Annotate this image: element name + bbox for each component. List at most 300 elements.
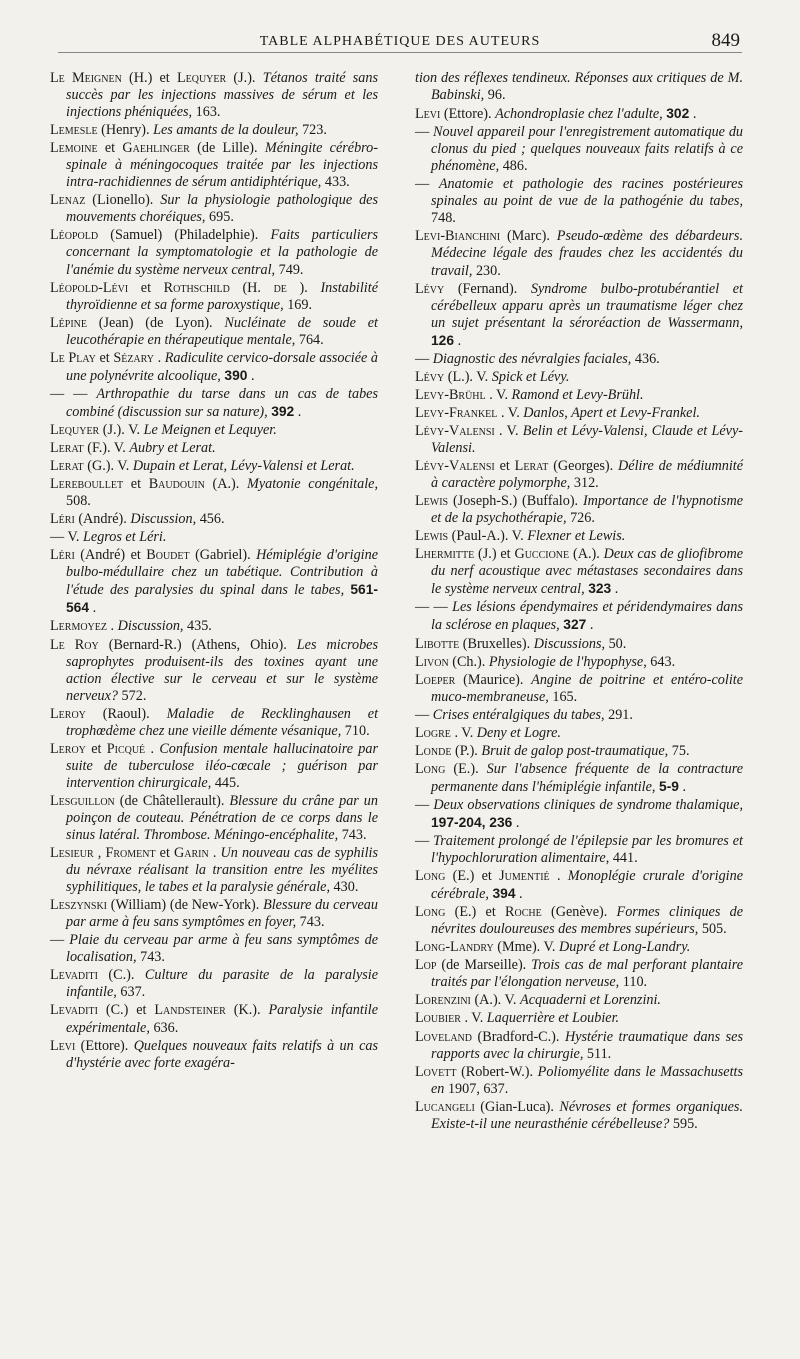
index-entry [50, 618, 378, 635]
entry-title: Trois cas de mal perforant plantaire traités par l'élongation nerveuse, [431, 957, 743, 991]
entry-text: . [150, 740, 160, 757]
entry-text: (André). [78, 511, 131, 528]
author-name: Lereboullet [50, 476, 124, 493]
entry-text: (H.) et [129, 70, 177, 86]
entry-title: Paralysie infantile expérimentale, [66, 1002, 379, 1036]
author-name: Libotte [415, 635, 460, 652]
entry-title: Importance de l'hypnotisme et de la psychothérapie, [431, 493, 744, 527]
entry-text: 456. [199, 511, 225, 528]
index-entry [415, 636, 743, 653]
entry-text: 764. [298, 331, 324, 348]
index-entry [50, 458, 378, 475]
author-name: Levy-Frankel [415, 404, 498, 421]
entry-text: 75. [671, 742, 690, 759]
index-entry [415, 939, 743, 956]
entry-text: (Henry). [101, 122, 154, 139]
entry-title: Blessure du cerveau par arme à feu sans symptômes en foyer, [66, 897, 378, 931]
entry-title: Angine de poitrine et entéro-colite muco-membraneuse, [431, 671, 743, 705]
entry-text: — [415, 350, 433, 367]
entry-text: 637. [120, 984, 146, 1001]
entry-title: Laquerrière et Loubier. [486, 1010, 620, 1027]
entry-text: (F.). V. [87, 439, 130, 456]
entry-title: Diagnostic des névralgies faciales, [432, 350, 635, 367]
index-entry [415, 458, 743, 492]
author-name: Lhermitte [415, 546, 475, 563]
author-name: Le Meignen [50, 70, 122, 86]
index-entry [415, 351, 743, 368]
author-name: Boudet [146, 547, 190, 564]
index-entry [415, 672, 743, 706]
entry-text: 312. [573, 475, 599, 492]
entry-text: (Ettore). [80, 1037, 134, 1054]
entry-text: (Mme). V. [497, 939, 560, 956]
entry-text: 723. [302, 122, 327, 139]
entry-text: 743. [341, 827, 367, 844]
entry-title: Deny et Logre. [476, 724, 561, 741]
author-name: Lenaz [50, 192, 86, 209]
entry-text: , [97, 845, 106, 862]
entry-title: Bruit de galop post-traumatique, [481, 742, 672, 759]
entry-text: (André) et [80, 547, 147, 564]
entry-title: Délire de médiumnité à caractère polymorphe, [431, 458, 744, 492]
author-name: Le Play [50, 349, 96, 366]
entry-text: 743. [299, 914, 325, 931]
entry-text: . [519, 886, 523, 903]
entry-text: 743. [140, 949, 165, 966]
entry-text: (Maurice). [463, 671, 532, 688]
entry-title: Formes cliniques de névrites douloureuses des membres supérieurs, [431, 904, 744, 938]
entry-text: (J.) et [478, 546, 515, 563]
author-name: Garin [174, 845, 209, 862]
entry-title: Maladie de Recklinghausen et trophœdème chez une vieille démente vésanique, [66, 705, 379, 739]
author-name: Levaditi [50, 967, 98, 984]
entry-text: (C.). [108, 967, 145, 984]
entry-title: Spick et Lévy. [491, 368, 570, 385]
right-column [415, 70, 743, 1134]
entry-text: 511. [586, 1045, 612, 1062]
entry-text: (de Lille). [197, 140, 265, 157]
entry-text: (Samuel) (Philadelphie). [110, 227, 271, 244]
entry-text: 169. [287, 296, 313, 313]
author-name: Levy-Brühl [415, 386, 486, 403]
index-entry [50, 741, 378, 792]
entry-text: (Raoul). [102, 705, 167, 722]
author-name: Loubier [415, 1010, 461, 1027]
index-entry [415, 1064, 743, 1098]
entry-text: ). [299, 279, 321, 296]
running-header [58, 30, 742, 53]
index-entry [50, 637, 378, 705]
index-entry [415, 761, 743, 796]
entry-text: et [499, 458, 515, 475]
author-name: Lépine [50, 314, 87, 331]
entry-text: 96. [487, 87, 506, 104]
author-name: Lerat [514, 458, 549, 475]
author-name: Lévy-Valensi [415, 422, 495, 439]
index-entry [415, 957, 743, 991]
entry-title: Les microbes saprophytes produisent-ils des toxines ayant une action élective sur le cerveau et sur le système nerveux? [66, 636, 378, 704]
author-name: Picqué [106, 740, 146, 757]
entry-text: 433. [324, 174, 350, 191]
entry-title: Dupré et Long-Landry. [559, 939, 691, 956]
entry-title: Anatomie et pathologie des racines postérieures spinales au point de vue de la pathogénie du tabes, [431, 176, 743, 210]
entry-text: (Fernand). [457, 280, 531, 297]
page-number: 849 [711, 30, 740, 51]
entry-text: (H. [242, 279, 274, 296]
entry-text: — [415, 833, 434, 850]
entry-text: . [682, 778, 687, 795]
entry-text: (Genève). [550, 904, 617, 921]
entry-title: Crises entéralgiques du tabes, [432, 706, 609, 723]
author-name: Lévy [415, 280, 445, 297]
page-ref: 197-204, 236 [431, 814, 513, 830]
entry-text: . [212, 845, 221, 862]
entry-text: (Gabriel). [195, 547, 257, 564]
author-name: Lesguillon [50, 792, 115, 809]
author-name: Lemoine [50, 140, 98, 157]
entry-text: (A.). [212, 476, 248, 493]
author-name: Leroy [50, 740, 86, 757]
index-entry [415, 904, 743, 938]
index-entry [415, 992, 743, 1009]
index-entry [50, 422, 378, 439]
index-entry [415, 1099, 743, 1133]
page-ref: 392 [271, 403, 295, 419]
page-ref: 323 [588, 581, 612, 597]
author-name: Long [415, 868, 446, 885]
index-entry [415, 105, 743, 123]
author-name: Froment [105, 845, 156, 862]
index-entry [50, 227, 378, 278]
left-column [50, 70, 378, 1073]
author-name: Loeper [415, 671, 456, 688]
entry-title: Hémiplégie d'origine bulbo-médullaire chez un tabétique. Contribution à l'étude des paralysies du spinal dans le tabes, [66, 547, 379, 599]
index-entry [50, 70, 378, 121]
author-name: Levaditi [50, 1002, 98, 1019]
entry-text: (P.). [455, 742, 482, 759]
entry-text: 710. [344, 722, 370, 739]
entry-text: 430. [333, 879, 359, 896]
entry-text: . V. [500, 404, 524, 421]
index-entry [415, 70, 743, 104]
entry-text: 643. [650, 653, 676, 670]
entry-title: tion des réflexes tendineux. Réponses aux critiques de M. Babinski, [415, 70, 743, 104]
index-entry [415, 1010, 743, 1027]
index-entry [415, 654, 743, 671]
index-entry [415, 423, 743, 457]
entry-title: Myatonie congénitale, [247, 476, 379, 493]
entry-text: . [110, 618, 118, 635]
page-ref: 390 [224, 367, 248, 383]
entry-text: 505. [701, 921, 727, 938]
author-name: Leszynski [50, 897, 108, 914]
entry-title: Les amants de la douleur, [153, 122, 303, 139]
entry-title: Ramond et Levy-Brühl. [511, 386, 644, 403]
author-name: Lovett [415, 1063, 457, 1080]
entry-text: — [415, 706, 433, 723]
entry-text: (Georges). [553, 458, 619, 475]
entry-title: Achondroplasie chez l'adulte, [495, 106, 667, 123]
entry-text: (G.). V. [87, 458, 133, 475]
entry-title: Discussions, [533, 635, 609, 652]
entry-title: Traitement prolongé de l'épilepsie par les bromures et l'hypochloruration alimentaire, [431, 833, 743, 867]
index-entry [415, 868, 743, 903]
author-name: Loveland [415, 1028, 472, 1045]
entry-title: Un nouveau cas de syphilis du névraxe réalisant la transition entre les myélites syphilitiques, le tabes et la paralysie générale, [66, 845, 378, 896]
author-name: Roche [505, 904, 542, 921]
index-entry [50, 793, 378, 844]
entry-text: 291. [608, 706, 633, 723]
entry-title: Radiculite cervico-dorsale associée à une polynévrite alcoolique, [66, 349, 379, 384]
author-name: Jumentié [499, 868, 550, 885]
author-name: Léopold [50, 227, 99, 244]
entry-text: (de Marseille). [441, 957, 532, 974]
entry-title: Syndrome bulbo-protubérantiel et cérébelleux apparu après un traumatisme léger chez un sujet présentant la séroréaction de Wassermann, [431, 280, 743, 331]
entry-title: Monoplégie crurale d'origine cérébrale, [431, 868, 744, 903]
entry-text: (William) (de New-York). [110, 897, 264, 914]
entry-title: Legros et Léri. [83, 529, 167, 546]
author-name: Gaehlinger [122, 140, 190, 157]
entry-text: 435. [187, 618, 212, 635]
entry-text: . [250, 367, 255, 384]
entry-text: 1907, 637. [447, 1080, 509, 1097]
entry-text: . [92, 600, 97, 617]
author-name: Levi-Bianchini [415, 228, 501, 245]
author-name: Long [415, 904, 446, 921]
index-entry [50, 511, 378, 528]
entry-text: 486. [502, 158, 528, 175]
index-entry [415, 833, 743, 867]
entry-title: Culture du parasite de la paralysie infantile, [66, 967, 379, 1001]
entry-title: Blessure du crâne par un poinçon de couteau. Pénétration de ce corps dans le sinus latéral. Thrombose. Méningo-encéphalite, [66, 792, 378, 844]
index-entry [50, 140, 378, 191]
index-entry [415, 369, 743, 386]
author-name: Lequyer [176, 70, 227, 86]
entry-title: Danlos, Apert et Levy-Frankel. [523, 404, 700, 421]
entry-text: (Joseph-S.) (Buffalo). [452, 493, 583, 510]
entry-title: Faits particuliers concernant la symptomatologie et la pathologie de l'anémie du système nerveux central, [66, 227, 378, 278]
author-name: Lesieur [50, 845, 94, 862]
entry-text: (Gian-Luca). [480, 1098, 560, 1115]
entry-title: Deux observations cliniques de syndrome thalamique, [433, 796, 744, 813]
entry-title: Poliomyélite dans le Massachusetts en [431, 1063, 744, 1097]
index-entry [415, 599, 743, 634]
entry-text: — [50, 932, 70, 949]
entry-text: 695. [209, 209, 234, 226]
entry-text: 436. [634, 350, 660, 367]
entry-text: . [556, 868, 568, 885]
entry-title: Acquaderni et Lorenzini. [520, 992, 661, 1009]
author-name: Léri [50, 511, 75, 528]
index-entry [50, 932, 378, 966]
page-ref: 561-564 [66, 582, 378, 616]
author-name: Leroy [50, 705, 86, 722]
entry-text: et [99, 349, 114, 366]
author-name: Rothschild [163, 279, 230, 296]
entry-text: et [104, 140, 123, 157]
index-entry [415, 528, 743, 545]
entry-text: . V. [499, 422, 523, 439]
author-name: Sézary [113, 349, 154, 366]
index-entry [415, 176, 743, 227]
author-name: Lerat [50, 458, 84, 475]
entry-title: Arthropathie du tarse dans un cas de tabes combiné (discussion sur sa nature), [66, 385, 379, 420]
index-entry [50, 1038, 378, 1072]
index-entry [415, 1029, 743, 1063]
entry-title: Pseudo-œdème des débardeurs. Médecine légale des fraudes chez les accidentés du travail, [431, 228, 744, 279]
entry-text: (E.) et [452, 868, 500, 885]
entry-text: (Bernard-R.) (Athens, Ohio). [108, 636, 297, 653]
entry-title: Le Meignen et Lequyer. [143, 421, 277, 438]
index-entry [50, 280, 378, 314]
entry-text: (Bruxelles). [462, 635, 534, 652]
author-name: Lermoyez [50, 618, 107, 635]
entry-title: Instabilité thyroïdienne et sa forme paroxystique, [66, 279, 378, 313]
index-entry [415, 405, 743, 422]
entry-text: (C.) et [105, 1002, 155, 1019]
author-name: Lewis [415, 528, 449, 545]
entry-text: 441. [612, 850, 638, 867]
entry-text: 230. [475, 262, 501, 279]
page-ref: 394 [492, 886, 516, 902]
index-entry [50, 476, 378, 510]
index-entry [415, 743, 743, 760]
entry-text: 595. [672, 1115, 698, 1132]
entry-title: Dupain et Lerat, Lévy-Valensi et Lerat. [132, 458, 355, 475]
entry-text: 508. [66, 493, 91, 510]
entry-text: . [589, 617, 594, 634]
entry-text: (E.). [453, 760, 487, 777]
entry-text: . [515, 814, 520, 831]
entry-text: et [140, 279, 164, 296]
entry-text: 445. [214, 774, 240, 791]
entry-text: . [692, 106, 697, 123]
entry-title: Confusion mentale hallucinatoire par suite de tuberculose iléo-cœcale ; guérison par intervention chirurgicale, [66, 740, 378, 791]
entry-text: . [297, 403, 302, 420]
page-ref: 327 [563, 617, 587, 633]
entry-title: Discussion, [117, 618, 188, 635]
author-name: Long-Landry [415, 939, 494, 956]
entry-text: . [157, 349, 165, 366]
entry-text: — V. [50, 529, 83, 546]
entry-text: (Jean) (de Lyon). [98, 314, 225, 331]
index-entry [415, 387, 743, 404]
author-name: Levi [415, 106, 441, 123]
index-entry [50, 1002, 378, 1036]
entry-text: et [130, 476, 149, 493]
author-name: Lerat [50, 439, 84, 456]
entry-title: Névroses et formes organiques. Existe-t-il une neurasthénie cérébelleuse? [431, 1098, 743, 1132]
index-entry [50, 529, 378, 546]
author-name: Léri [50, 547, 75, 564]
entry-text: . [614, 581, 619, 598]
entry-title: Quelques nouveaux faits relatifs à un cas d'hystérie avec forte exagéra- [66, 1037, 378, 1071]
author-name: Guccione [514, 546, 570, 563]
entry-text: . [457, 332, 462, 349]
entry-text: (de Châtellerault). [119, 792, 230, 809]
entry-title: Nucléinate de soude et leucothérapie en thérapeutique mentale, [66, 314, 378, 348]
author-name: Le Roy [50, 636, 99, 653]
page-ref: 5-9 [659, 778, 679, 794]
entry-text: . V. [489, 386, 512, 403]
entry-text: 636. [153, 1019, 179, 1036]
entry-text: (Lionello). [92, 192, 161, 209]
index-entry [415, 228, 743, 279]
entry-title: Tétanos traité sans succès par les injections massives de sérum et les injections phéniquées, [66, 70, 379, 121]
author-name: Logre [415, 724, 451, 741]
author-name: Londe [415, 742, 452, 759]
entry-title: Deux cas de gliofibrome du nerf acoustique avec métastases secondaires dans le système nerveux central, [431, 546, 743, 598]
entry-text: (K.). [233, 1002, 269, 1019]
author-name: Lorenzini [415, 992, 471, 1009]
index-entry [50, 967, 378, 1001]
author-name: Lequyer [50, 421, 100, 438]
entry-title: Hystérie traumatique dans ses rapports avec la chirurgie, [431, 1028, 743, 1062]
author-name: Baudouin [148, 476, 205, 493]
author-name: Lucangeli [415, 1098, 475, 1115]
author-name: Landsteiner [154, 1002, 226, 1019]
entry-title: Méningite cérébro-spinale à méningocoques traitée par les injections intra-rachidiennes de sérum antidiphtérique, [66, 140, 378, 191]
entry-text: 50. [608, 635, 627, 652]
entry-text: (L.). V. [447, 368, 492, 385]
entry-title: Plaie du cerveau par arme à feu sans symptômes de localisation, [66, 932, 378, 966]
index-entry [50, 350, 378, 385]
entry-text: — [415, 176, 439, 193]
author-name: Lop [415, 957, 437, 974]
index-entry [50, 386, 378, 421]
entry-title: Sur la physiologie pathologique des mouvements choréiques, [66, 192, 378, 226]
author-name: de [273, 279, 287, 296]
entry-text: 572. [121, 687, 147, 704]
entry-title: Les lésions épendymaires et péridendymaires dans la sclérose en plaques, [431, 599, 744, 634]
entry-text: — — [415, 599, 453, 616]
entry-text: — — [50, 385, 97, 402]
author-name: Lewis [415, 493, 449, 510]
index-entry [415, 725, 743, 742]
entry-text: (Robert-W.). [461, 1063, 538, 1080]
author-name: Levi [50, 1037, 76, 1054]
entry-title: Nouvel appareil pour l'enregistrement automatique du clonus du pied ; quelques nouveaux faits relatifs à ce phénomène, [431, 124, 744, 175]
author-name: Léopold-Lévi [50, 279, 129, 296]
entry-title: Flexner et Lewis. [527, 528, 626, 545]
entry-title: Discussion, [130, 511, 200, 528]
entry-text: 726. [570, 510, 595, 527]
index-entry [50, 440, 378, 457]
entry-text: 748. [431, 210, 456, 227]
entry-text: et [159, 845, 175, 862]
entry-text: 749. [278, 261, 304, 278]
entry-text: (E.) et [454, 904, 506, 921]
index-entry [50, 192, 378, 226]
index-entry [415, 124, 743, 175]
entry-text: . V. [454, 724, 477, 741]
index-entry [415, 707, 743, 724]
author-name: Livon [415, 653, 449, 670]
entry-text: (Paul-A.). V. [451, 528, 528, 545]
index-entry [50, 315, 378, 349]
index-entry [50, 547, 378, 617]
page-ref: 126 [431, 332, 455, 348]
index-entry [415, 546, 743, 598]
index-entry [50, 845, 378, 896]
author-name: Lemesle [50, 122, 98, 139]
entry-text: (J.). V. [102, 421, 144, 438]
entry-text: (A.). V. [474, 992, 521, 1009]
entry-text: . V. [464, 1010, 487, 1027]
entry-title: Physiologie de l'hypophyse, [488, 653, 651, 670]
index-entry [415, 281, 743, 350]
page-ref: 302 [666, 106, 690, 122]
